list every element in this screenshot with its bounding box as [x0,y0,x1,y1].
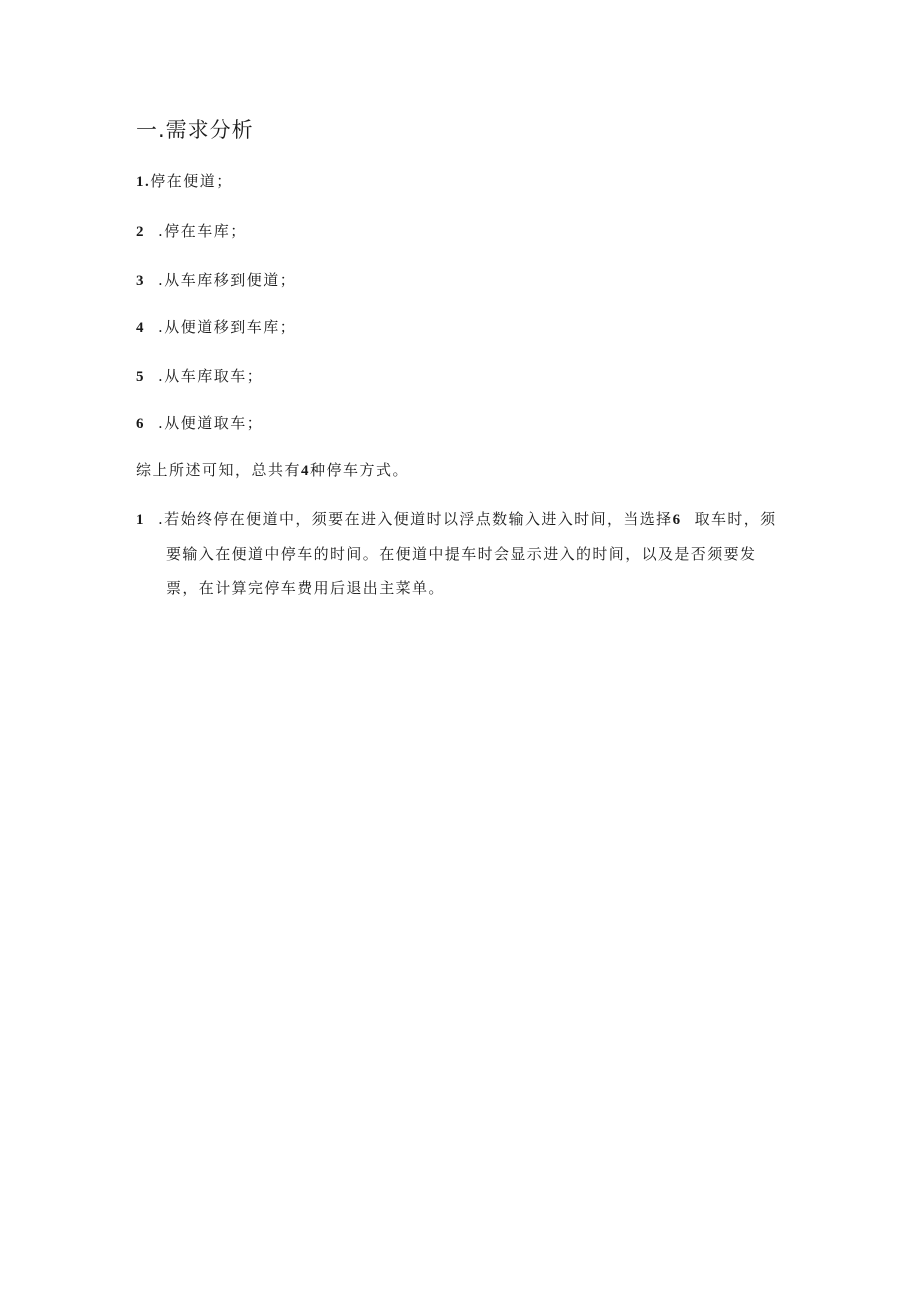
detail-number: 1 [136,512,145,528]
list-item-text: .从车库取车； [158,367,264,385]
list-item [136,269,296,290]
list-item-number: 2 [136,224,145,240]
list-item-text: 停在便道； [150,172,233,190]
detail-text-1b: 取车时，须 [694,510,777,528]
summary-count: 4 [301,463,311,479]
summary-text-after: 种停车方式。 [310,461,410,479]
list-item-text: .从便道取车； [158,414,264,432]
summary-line [136,459,409,480]
detail-paragraph [136,508,786,605]
list-item [136,412,263,433]
detail-text-1a: .若始终停在便道中，须要在进入便道时以浮点数输入进入时间，当选择 [158,510,673,528]
list-item-text: .从车库移到便道； [158,271,297,289]
list-item [136,365,263,386]
list-item [136,316,296,337]
list-item-number: 1. [136,174,151,190]
detail-line-3: 票，在计算完停车费用后退出主菜单。 [166,579,445,597]
section-heading: 一.需求分析 [136,118,254,142]
list-item-number: 5 [136,369,145,385]
list-item-number: 3 [136,273,145,289]
list-item-number: 4 [136,320,145,336]
list-item-text: .从便道移到车库； [158,318,297,336]
detail-line-2: 要输入在便道中停车的时间。在便道中提车时会显示进入的时间，以及是否须要发 [166,545,757,563]
list-item-number: 6 [136,416,145,432]
list-item [136,170,233,191]
detail-inline-number: 6 [672,512,682,528]
detail-line-1 [136,508,786,529]
summary-text-before: 综上所述可知，总共有 [136,461,302,479]
list-item-text: .停在车库； [158,222,247,240]
list-item [136,220,247,241]
